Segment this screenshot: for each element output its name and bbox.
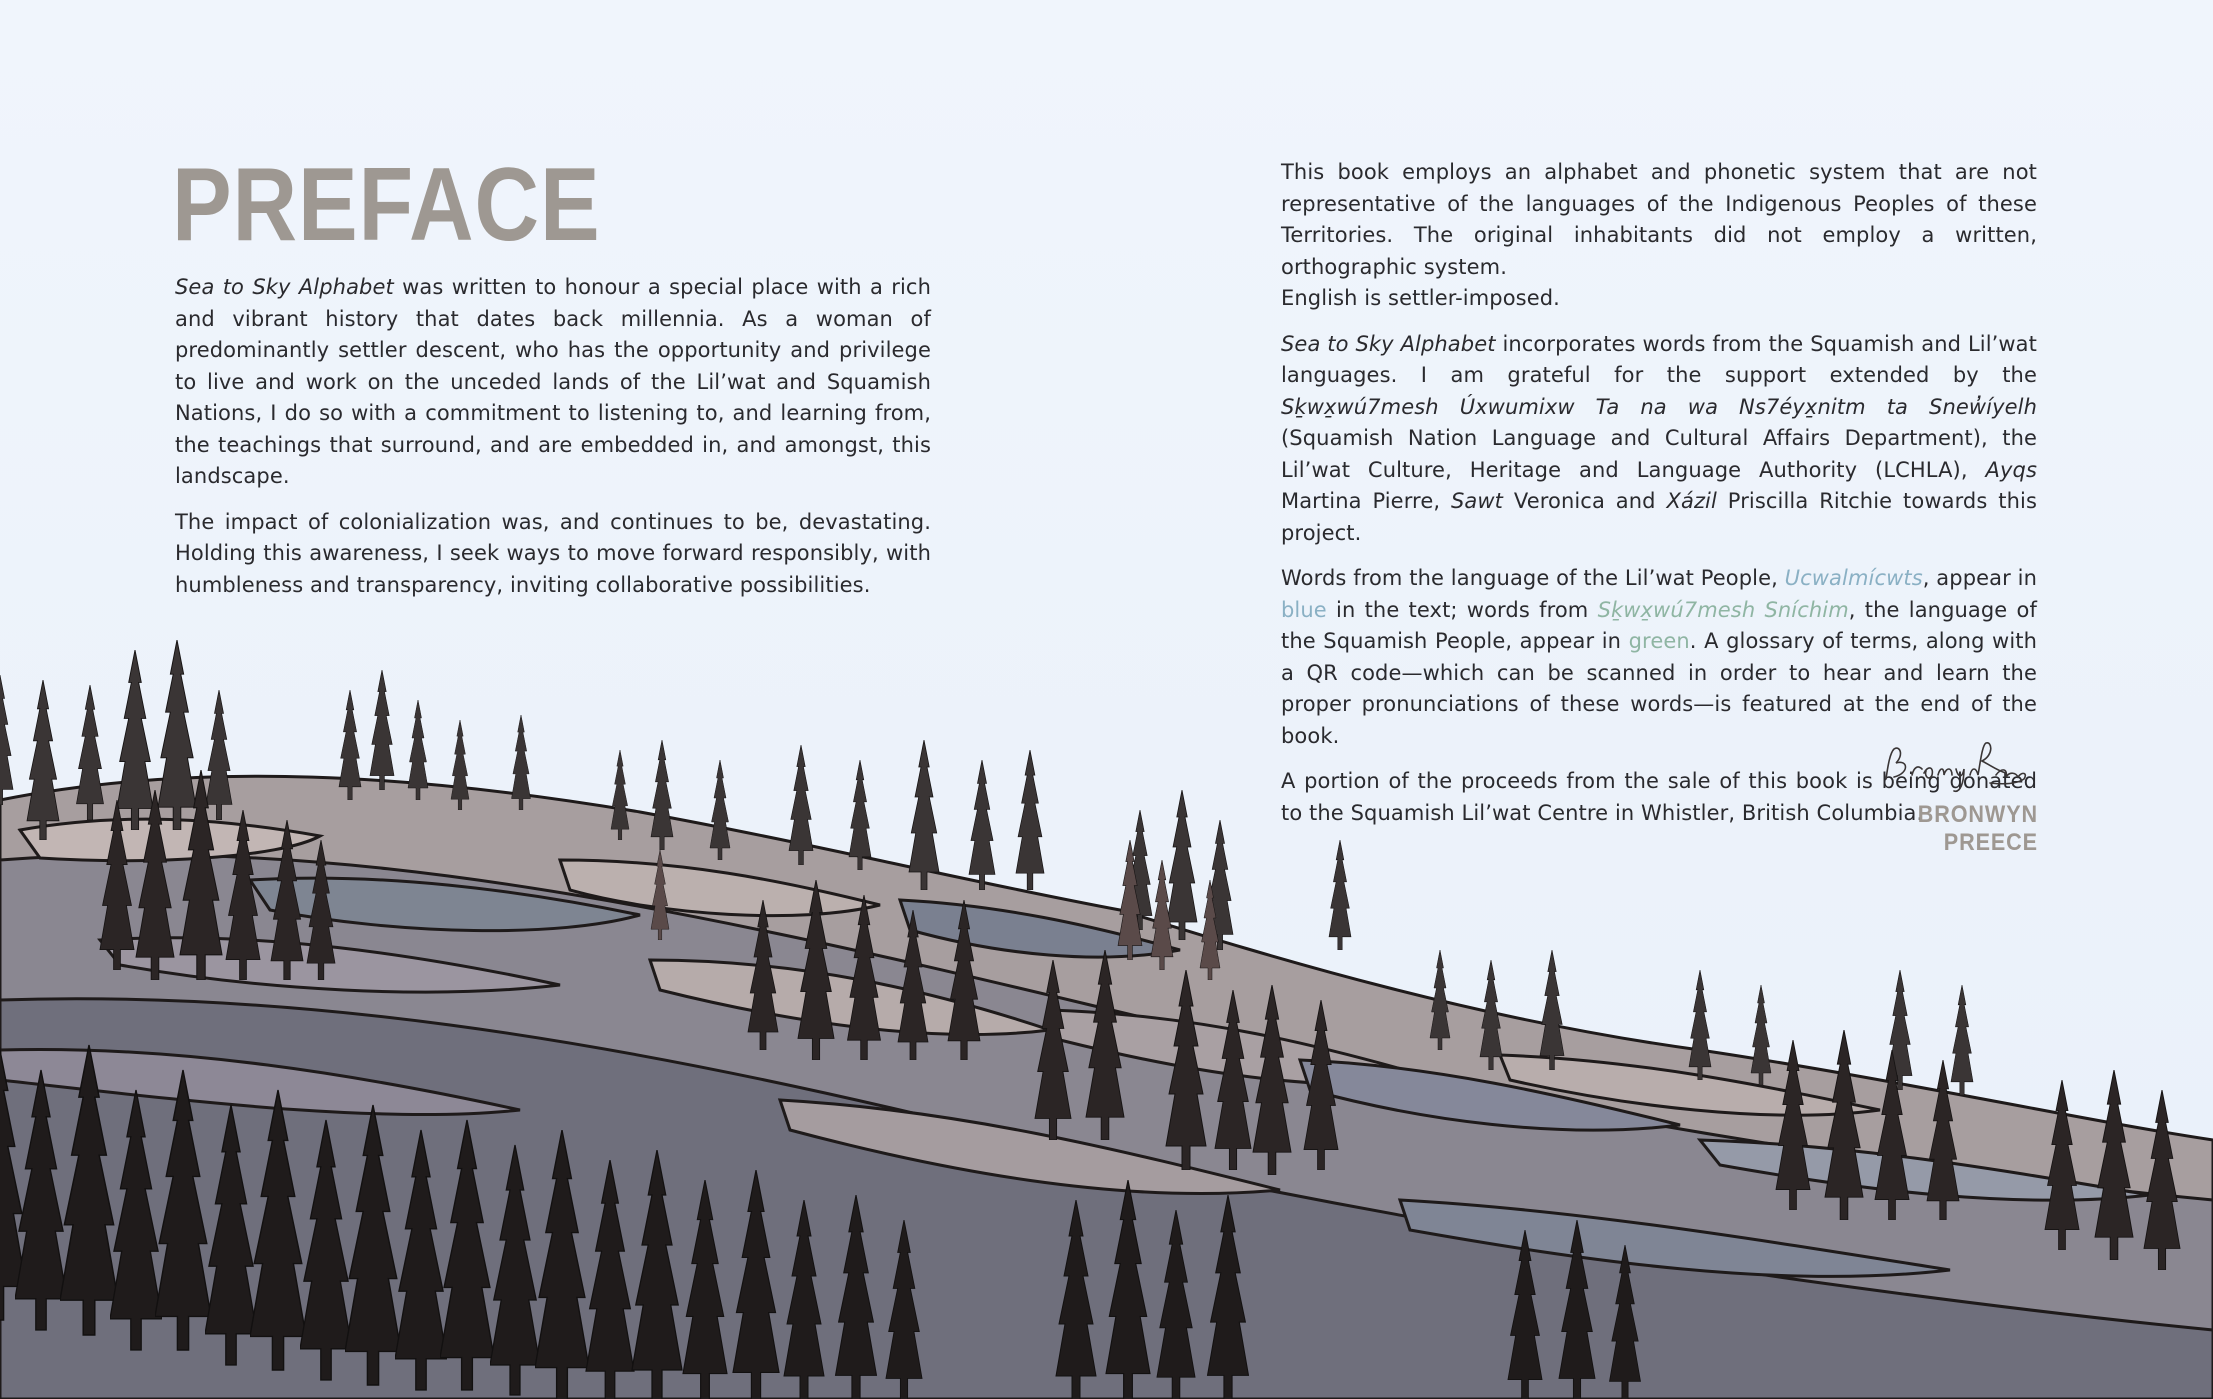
lilwat-language-term: Ucwalmícwts: [1784, 566, 1923, 590]
alphabet-note-paragraph: This book employs an alphabet and phonetic system that are not representative of the languages of the Indigenous Peoples of these Territories. The original inhabitants did not employ a written, orthographic system. English is settler-imposed.: [1281, 160, 2037, 310]
book-title: Sea to Sky Alphabet: [175, 275, 394, 299]
left-text-column: [175, 272, 931, 615]
donation-paragraph: A portion of the proceeds from the sale of this book is being donated to the Squamish Lil’wat Centre in Whistler, British Columbia.: [1281, 769, 2037, 825]
page-title: PREFACE: [172, 147, 601, 263]
book-title: Sea to Sky Alphabet: [1281, 331, 1496, 356]
signature-block: [1820, 735, 2038, 857]
author-name: BRONWYN PREECE: [1917, 801, 2038, 856]
language-colour-paragraph: Words from the language of the Lil’wat People, Ucwalmícwts, appear in blue in the text; words from Sḵwx̱wú7mesh Sníchim, the language of the Squamish People, appear in green. A glossary of terms, along with a QR code—which can be scanned in order to hear and learn the proper pronunciations of these words—is featured at the end of the book.: [1281, 566, 2037, 748]
green-word: green: [1628, 629, 1690, 653]
acknowledgement-paragraph: Sea to Sky Alphabet incorporates words from the Squamish and Lil’wat languages. I am grateful for the support extended by the Sḵwx̱wú7mesh Úxwumixw Ta na wa Ns7éyx̱nitm ta Snew̓íyelh (Squamish Nation Language and Cultural Affairs Department), the Lil’wat Culture, Heritage and Language Authority (LCHLA), Ayqs Martina Pierre, Sawt Veronica and Xázil Priscilla Ritchie towards this project.: [1281, 331, 2037, 545]
preface-paragraph-1: Sea to Sky Alphabet was written to honour a special place with a rich and vibrant history that dates back millennia. As a woman of predominantly settler descent, who has the opportunity and privilege to live and work on the unceded lands of the Lil’wat and Squamish Nations, I do so with a commitment to listening to, and learning from, the teachings that surround, and are embedded in, and amongst, this landscape.: [175, 275, 931, 488]
squamish-language-term: Sḵwx̱wú7mesh Sníchim: [1597, 597, 1849, 622]
blue-word: blue: [1281, 597, 1327, 622]
handwritten-signature: [1878, 735, 2038, 799]
preface-paragraph-2: The impact of colonialization was, and continues to be, devastating. Holding this awareness, I seek ways to move forward responsibly, with humbleness and transparency, inviting collaborative possibilities.: [175, 509, 931, 597]
